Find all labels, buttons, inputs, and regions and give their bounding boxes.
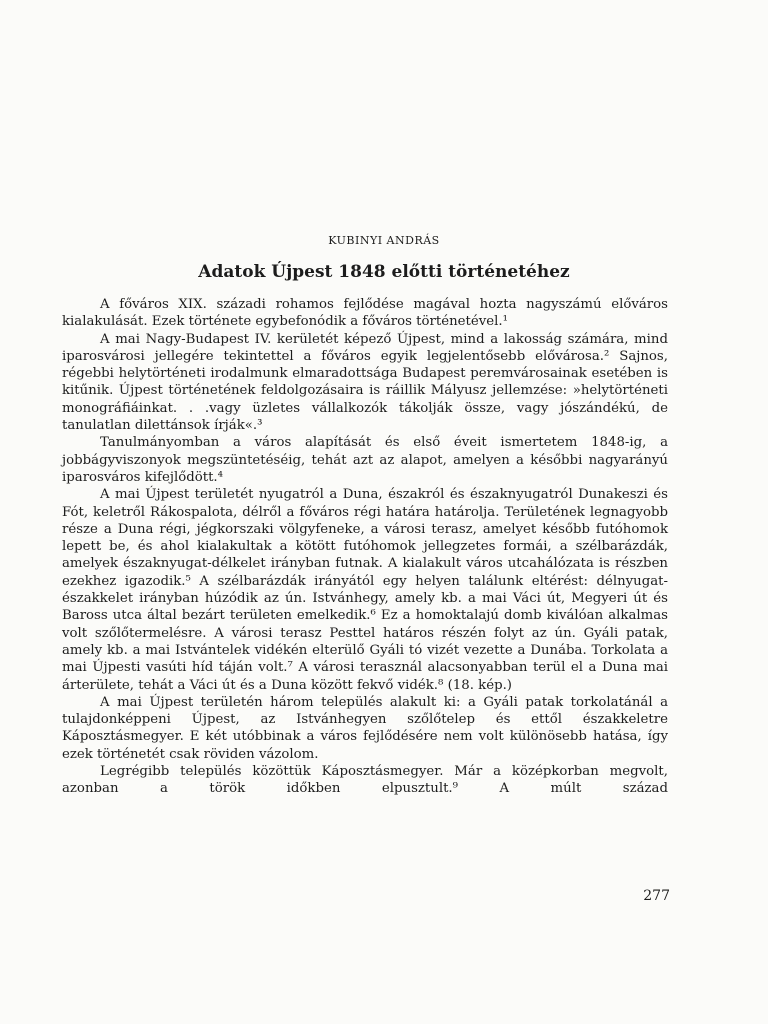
paragraph-1: A főváros XIX. századi rohamos fejlődése magával hozta nagyszámú előváros kialakulását. Ezek története egybefonódik a főváros történetével.¹ bbox=[62, 297, 668, 330]
paragraph-4: A mai Újpest területét nyugatról a Duna, északról és északnyugatról Dunakeszi és Fót, keletről Rákospalota, délről a főváros régi határa határolja. Területének legnagyobb része a Duna régi, jégkorszaki völgyfeneke, a városi terasz, amelyet később futóhomok lepett be, és ahol kialakultak a kötött futóhomok jellegzetes formái, a szélbarázdák, amelyek északnyugat-délkelet irányban futnak. A kialakult város utcahálózata is részben ezekhez igazodik.⁵ A szélbarázdák irányától egy helyen találunk eltérést: délnyugat-északkelet irányban húzódik az ún. Istvánhegy, amely kb. a mai Váci út, Megyeri út és Baross utca által bezárt területen emelkedik.⁶ Ez a homoktalajú domb kiválóan alkalmas volt szőlőtermelésre. A városi terasz Pesttel határos részén folyt az ún. Gyáli patak, amely kb. a mai Istvántelek vidékén elterülő Gyáli tó vizét vezette a Dunába. Torkolata a mai Újpesti vasúti híd táján volt.⁷ A városi terasznál alacsonyabban terül el a Duna mai árterülete, tehát a Váci út és a Duna között fekvő vidék.⁸ (18. kép.) bbox=[62, 487, 668, 693]
article-body bbox=[62, 296, 668, 798]
paragraph-2: A mai Nagy-Budapest IV. kerületét képező Újpest, mind a lakosság számára, mind iparosvárosi jellegére tekintettel a főváros egyik legjelentősebb elővárosa.² Sajnos, régebbi helytörténeti irodalmunk elmaradottsága Budapest peremvárosainak esetében is kitűnik. Újpest történetének feldolgozásaira is ráillik Mályusz jellemzése: »helytörténeti monográfiáinkat. . .vagy üzletes vállalkozók tákolják össze, vagy jószándékú, de tanulatlan dilettánsok írják«.³ bbox=[62, 331, 668, 434]
paragraph-3: Tanulmányomban a város alapítását és első éveit ismertetem 1848-ig, a jobbágyviszonyok megszüntetéséig, tehát azt az alapot, amelyen a későbbi nagyarányú iparosváros kifejlődött.⁴ bbox=[62, 435, 668, 485]
article-title: Adatok Újpest 1848 előtti történetéhez bbox=[198, 262, 570, 282]
paragraph-6: Legrégibb település közöttük Káposztásmegyer. Már a középkorban megvolt, azonban a török időkben elpusztult.⁹ A múlt század bbox=[62, 764, 668, 797]
page-number: 277 bbox=[643, 888, 670, 904]
author-name: KUBINYI ANDRÁS bbox=[328, 234, 440, 247]
paragraph-5: A mai Újpest területén három település alakult ki: a Gyáli patak torkolatánál a tulajdonképpeni Újpest, az Istvánhegyen szőlőtelep és ettől északkeletre Káposztásmegyer. E két utóbbinak a város fejlődésére nem volt különösebb hatása, így ezek történetét csak röviden vázolom. bbox=[62, 694, 668, 762]
